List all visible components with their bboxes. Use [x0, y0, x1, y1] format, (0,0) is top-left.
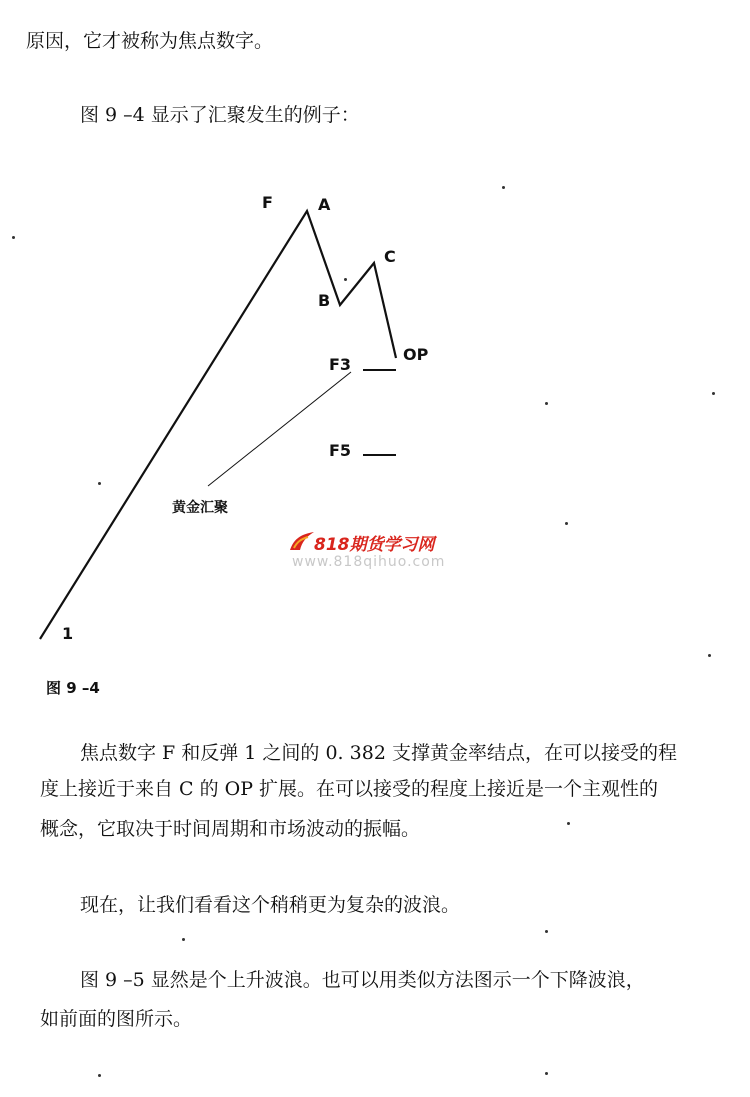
label-a: A [318, 195, 331, 214]
scan-speck [12, 236, 15, 239]
watermark-title: 818期货学习网 [314, 535, 435, 555]
label-c: C [384, 247, 396, 266]
label-f: F [262, 193, 273, 212]
scan-speck [502, 186, 505, 189]
flame-logo-icon [288, 528, 316, 554]
golden-convergence-pointer [208, 372, 351, 486]
paragraph-3-line-1: 图 9 –5 显然是个上升波浪。也可以用类似方法图示一个下降波浪， [80, 969, 645, 991]
watermark [288, 528, 468, 576]
scan-speck [712, 392, 715, 395]
paragraph-1-line-1: 焦点数字 F 和反弹 1 之间的 0. 382 支撑黄金率结点，在可以接受的程 [80, 742, 677, 764]
paragraph-top: 原因，它才被称为焦点数字。 [26, 30, 274, 52]
label-b: B [318, 291, 331, 310]
scan-speck [545, 930, 548, 933]
scan-speck [545, 402, 548, 405]
paragraph-1-line-3: 概念，它取决于时间周期和市场波动的振幅。 [40, 818, 421, 840]
scan-speck [708, 654, 711, 657]
figure-intro: 图 9 –4 显示了汇聚发生的例子： [80, 104, 360, 126]
scan-speck [98, 482, 101, 485]
scan-speck [98, 1074, 101, 1077]
figure-caption: 图 9 –4 [46, 679, 100, 697]
paragraph-1-line-2: 度上接近于来自 C 的 OP 扩展。在可以接受的程度上接近是一个主观性的 [40, 778, 659, 800]
scan-speck [545, 1072, 548, 1075]
watermark-url: www.818qihuo.com [292, 554, 446, 570]
scan-speck [182, 938, 185, 941]
label-f5: F5 [329, 441, 352, 460]
paragraph-3-line-2: 如前面的图所示。 [40, 1008, 193, 1030]
paragraph-2: 现在，让我们看看这个稍稍更为复杂的波浪。 [80, 894, 461, 916]
label-1: 1 [62, 624, 74, 643]
label-golden-convergence: 黄金汇聚 [172, 500, 228, 516]
scan-speck [565, 522, 568, 525]
scan-speck [344, 278, 347, 281]
label-op: OP [403, 345, 429, 364]
scan-speck [567, 822, 570, 825]
label-f3: F3 [329, 355, 352, 374]
